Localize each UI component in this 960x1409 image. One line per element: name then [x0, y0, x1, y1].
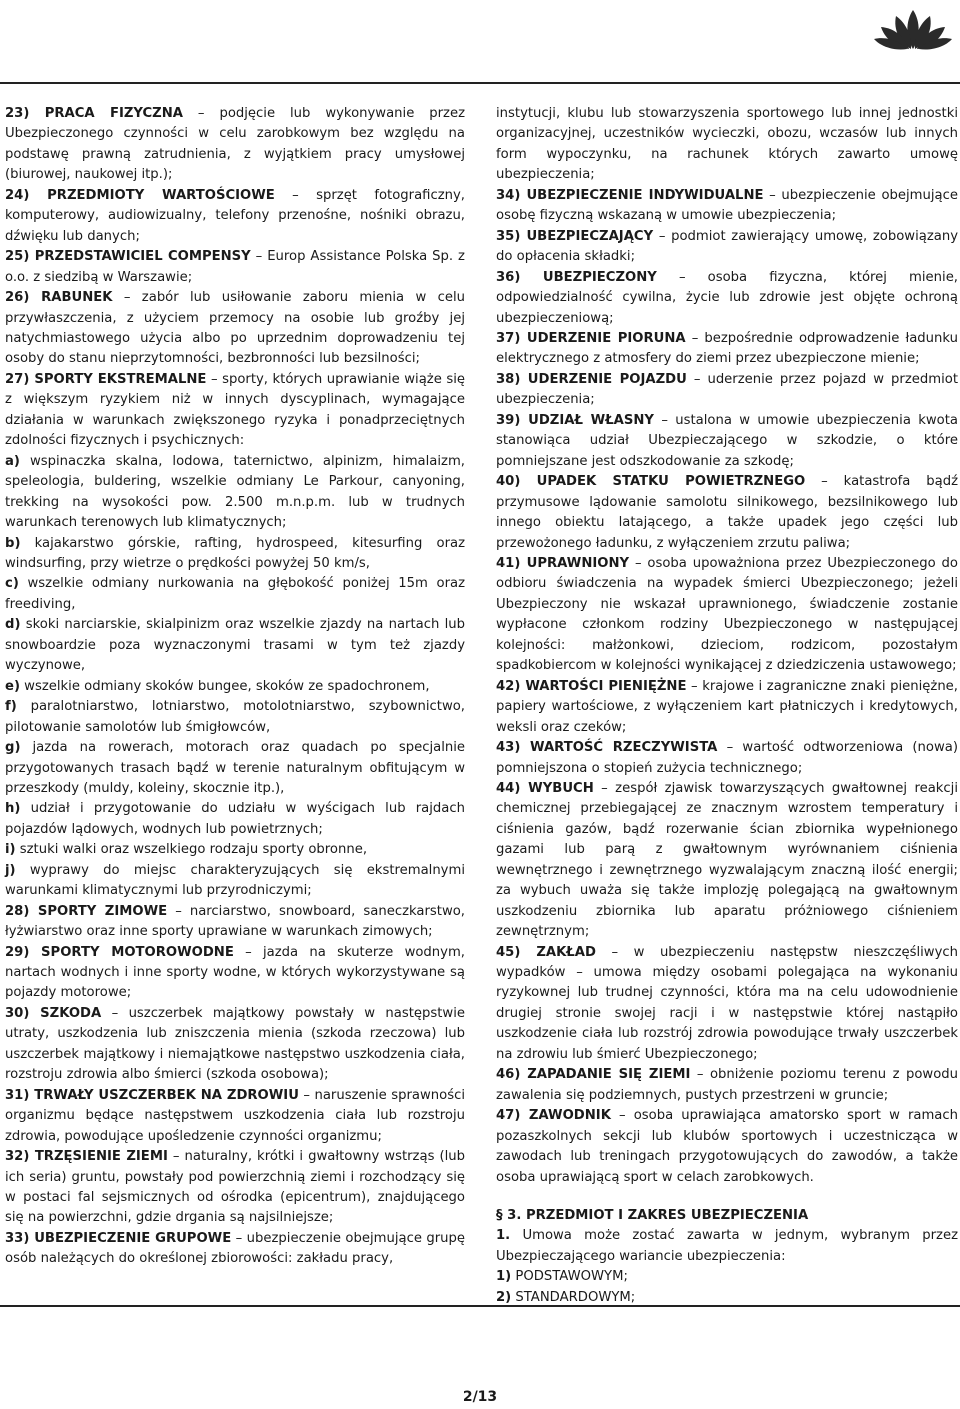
definition-text: – sprzęt fotograficzny, komputerowy, audiowizualny, telefony przenośne, nośniki obrazu, dźwięku lub danych;	[5, 187, 465, 244]
definition-term: 1)	[496, 1269, 512, 1285]
definition-term: 38) UDERZENIE POJAZDU	[496, 371, 687, 387]
definition-paragraph	[5, 288, 465, 370]
definition-paragraph	[496, 738, 958, 779]
definition-paragraph	[5, 738, 465, 799]
definition-term: g)	[5, 740, 21, 756]
definition-text: – osoba uprawiająca amatorsko sport w ramach pozaszkolnych sekcji lub klubów sportowych i uczestnicząca w zawodach lub treningach przygotowujących do zawodów, a także osoba uprawiającą sport w celach zarobkowych.	[496, 1108, 958, 1185]
top-rule	[0, 82, 960, 84]
definition-text: – ustalona w umowie ubezpieczenia kwota stanowiąca udział Ubezpieczającego w szkodzie, o które pomniejszane jest odszkodowanie za szkodę;	[496, 412, 958, 469]
definition-paragraph	[496, 370, 958, 411]
definition-text: – sporty, których uprawianie wiąże się z większym ryzykiem niż w innych dyscyplinach, wymagające działania w warunkach zwiększonego ryzyka i ponadprzeciętnych zdolności fizycznych i psychicznych:	[5, 371, 465, 449]
definition-term: 44) WYBUCH	[496, 780, 594, 796]
definition-text: – wartość odtworzeniowa (nowa) pomniejszona o stopień zużycia technicznego;	[496, 740, 958, 776]
definition-paragraph	[5, 1229, 465, 1270]
definition-text: – bezpośrednie odprowadzenie ładunku elektrycznego z atmosfery do ziemi przez ubezpieczone mienie;	[496, 330, 958, 367]
definition-text: wyprawy do miejsc charakteryzujących się ekstremalnymi warunkami klimatycznymi lub przyrodniczymi;	[5, 862, 465, 899]
right-column	[496, 104, 958, 1308]
definition-paragraph	[496, 329, 958, 370]
definition-paragraph	[5, 1086, 465, 1147]
definition-term: 30) SZKODA	[5, 1005, 102, 1021]
definition-paragraph	[496, 1267, 958, 1287]
definition-term: b)	[5, 535, 21, 551]
definition-text: instytucji, klubu lub stowarzyszenia sportowego lub innej jednostki organizacyjnej, uczestników wycieczki, obozu, wczasów lub innych form wypoczynku, na rachunek których zawarto umowę ubezpieczenia;	[496, 106, 958, 183]
page-number: 2/13	[462, 1389, 498, 1405]
definition-paragraph	[5, 1004, 465, 1086]
definition-paragraph	[5, 370, 465, 452]
definition-paragraph	[5, 799, 465, 840]
definition-paragraph	[496, 554, 958, 677]
definition-text: – ubezpieczenie obejmujące grupę osób należących do określonej zbiorowości: zakładu pracy,	[5, 1230, 465, 1267]
definition-term: 36) UBEZPIECZONY	[496, 269, 657, 285]
definition-text: – obniżenie poziomu terenu z powodu zawalenia się podziemnych, pustych przestrzeni w gruncie;	[496, 1067, 958, 1103]
left-column	[5, 104, 465, 1270]
definition-paragraph	[5, 840, 465, 860]
definition-paragraph	[5, 861, 465, 902]
bottom-rule	[0, 1305, 960, 1307]
definition-term: 47) ZAWODNIK	[496, 1108, 611, 1124]
flower-logo-icon	[874, 2, 952, 50]
definition-term: 35) UBEZPIECZAJĄCY	[496, 228, 654, 244]
definition-term: 42) WARTOŚCI PIENIĘŻNE	[496, 678, 687, 694]
definition-text: – osoba fizyczna, której mienie, odpowiedzialność cywilna, życie lub zdrowie jest objęte ochroną ubezpieczeniową;	[496, 269, 958, 326]
definition-text: udział i przygotowanie do udziału w wyścigach lub rajdach pojazdów lądowych, wodnych lub powietrznych;	[5, 801, 465, 837]
definition-paragraph	[496, 1065, 958, 1106]
definition-text: – zabór lub usiłowanie zaboru mienia w celu przywłaszczenia, z użyciem przemocy na osobie lub groźby jej natychmiastowego użycia albo po uprzednim doprowadzeniu tej osoby do stanu nieprzytomności, bezbronności lub bezsilności;	[5, 290, 465, 367]
definition-text: sztuki walki oraz wszelkiego rodzaju sporty obronne,	[15, 842, 368, 858]
definition-term: 23) PRACA FIZYCZNA	[5, 106, 183, 121]
definition-paragraph	[496, 943, 958, 1066]
definition-text: – Europ Assistance Polska Sp. z o.o. z siedzibą w Warszawie;	[5, 249, 465, 285]
definition-term: 40) UPADEK STATKU POWIETRZNEGO	[496, 474, 806, 490]
definition-paragraph	[5, 534, 465, 575]
definition-text: – naturalny, krótki i gwałtowny wstrząs (lub ich seria) gruntu, powstały pod powierzchnią ziemi i rozchodzący się w postaci fal sejsmicznych od ośrodka (epicentrum), znajdującego się na powierzchni, gdzie drgania są najsilniejsze;	[5, 1149, 466, 1226]
definition-paragraph	[496, 1226, 958, 1267]
definition-term: 39) UDZIAŁ WŁASNY	[496, 412, 654, 428]
definition-paragraph	[5, 574, 465, 615]
section-heading: § 3. PRZEDMIOT I ZAKRES UBEZPIECZENIA	[496, 1208, 809, 1224]
definition-paragraph	[496, 268, 958, 329]
definition-term: 33) UBEZPIECZENIE GRUPOWE	[5, 1230, 232, 1246]
definition-term: 27) SPORTY EKSTREMALNE	[5, 371, 207, 387]
definition-text: paralotniarstwo, lotniarstwo, motolotniarstwo, szybownictwo, pilotowanie samolotów lub śmigłowców,	[5, 699, 465, 735]
definition-text: kajakarstwo górskie, rafting, hydrospeed, kitesurfing oraz windsurfing, przy wietrze o prędkości powyżej 50 km/s,	[5, 535, 465, 571]
definition-term: j)	[5, 862, 16, 878]
definition-term: 37) UDERZENIE PIORUNA	[496, 330, 686, 346]
definition-paragraph	[496, 779, 958, 943]
definition-text: – uderzenie przez pojazd w przedmiot ubezpieczenia;	[496, 371, 958, 408]
definition-term: e)	[5, 678, 20, 694]
definition-term: 28) SPORTY ZIMOWE	[5, 903, 168, 919]
definition-paragraph	[496, 186, 958, 227]
definition-text: – ubezpieczenie obejmujące osobę fizyczną wskazaną w umowie ubezpieczenia;	[496, 187, 958, 224]
definition-paragraph	[5, 677, 465, 697]
definition-text: – w ubezpieczeniu następstw nieszczęśliwych wypadków – umowa między osobami polegająca na wykonaniu ryzykownej lub trudnej czynności, która ma na celu udowodnienie drugiej stronie swojej racji i w następstwie której nastąpiło uszkodzenie ciała lub rozstrój zdrowia powodujące trwały uszczerbek na zdrowiu lub śmierć Ubezpieczonego;	[496, 944, 959, 1062]
definition-paragraph	[496, 677, 958, 738]
definition-term: 29) SPORTY MOTOROWODNE	[5, 944, 234, 960]
definition-text: wszelkie odmiany nurkowania na głębokość poniżej 15m oraz freediving,	[5, 576, 465, 612]
definition-term: f)	[5, 699, 17, 715]
definition-term: d)	[5, 617, 21, 633]
definition-paragraph	[496, 472, 958, 554]
definition-term: 2)	[496, 1289, 512, 1305]
definition-text: – krajowe i zagraniczne znaki pieniężne, papiery wartościowe, z wyłączeniem kart płatniczych i kredytowych, weksli oraz czeków;	[496, 678, 958, 735]
definition-text: jazda na rowerach, motorach oraz quadach po specjalnie przygotowanych trasach bądź w terenie naturalnym obfitującym w przeszkody (muldy, koleiny, skocznie itp.),	[5, 740, 465, 796]
definition-term: 26) RABUNEK	[5, 290, 113, 306]
definition-paragraph	[5, 943, 465, 1004]
definition-term: 45) ZAKŁAD	[496, 944, 596, 960]
definition-text: STANDARDOWYM;	[511, 1289, 636, 1305]
definition-text: – narciarstwo, snowboard, saneczkarstwo, łyżwiarstwo oraz inne sporty uprawiane w warunkach zimowych;	[5, 903, 465, 940]
definition-text: – podjęcie lub wykonywanie przez Ubezpieczonego czynności w celu zarobkowym bez względu na podstawę prawną zatrudnienia, z wyjątkiem pracy umysłowej (biurowej, naukowej itp.);	[5, 106, 465, 183]
definition-term: 25) PRZEDSTAWICIEL COMPENSY	[5, 249, 251, 265]
definition-text: wspinaczka skalna, lodowa, taternictwo, alpinizm, himalaizm, speleologia, buldering, wszelkie odmiany Le Parkour, canyoning, trekking na wysokości pow. 2.500 m.n.p.m. lub w trudnych warunkach terenowych lub klimatycznych;	[5, 453, 465, 531]
definition-paragraph	[5, 452, 465, 534]
definition-term: 32) TRZĘSIENIE ZIEMI	[5, 1149, 168, 1165]
definition-term: 31) TRWAŁY USZCZERBEK NA ZDROWIU	[5, 1087, 299, 1103]
definition-text: Umowa może zostać zawarta w jednym, wybranym przez Ubezpieczającego wariancie ubezpieczenia:	[496, 1228, 958, 1264]
definition-text: skoki narciarskie, skialpinizm oraz wszelkie zjazdy na nartach lub snowboardzie poza wyznaczonymi trasami w tym też zjazdy wyczynowe,	[5, 617, 465, 674]
definition-term: 43) WARTOŚĆ RZECZYWISTA	[496, 740, 718, 756]
definition-text: – osoba upoważniona przez Ubezpieczonego do odbioru świadczenia na wypadek śmierci Ubezpieczonego; jeżeli Ubezpieczony nie wskazał uprawnionego, świadczenie zostanie wypłacone członkom rodziny Ubezpieczonego w następującej kolejności: małżonkowi, dzieciom, rodzicom, pozostałym spadkobiercom w kolejności wynikającej z dziedziczenia ustawowego;	[496, 555, 958, 674]
definition-text: wszelkie odmiany skoków bungee, skoków ze spadochronem,	[19, 678, 430, 694]
definition-term: 34) UBEZPIECZENIE INDYWIDUALNE	[496, 187, 764, 203]
definition-term: i)	[5, 842, 16, 858]
definition-text: – zespół zjawisk towarzyszących gwałtownej reakcji chemicznej przebiegającej ze znacznym wzrostem temperatury i ciśnienia gazów, bądź rozerwanie ścian zbiornika wypełnionego gazami lub parą z gwałtownym wyrównaniem ciśnienia wewnętrznego i zewnętrznego wyzwalającym znaczną ilość energii; za wybuch uważa się także implozję polegającą na gwałtownym uszkodzeniu zbiornika lub aparatu próżniowego ciśnieniem zewnętrznym;	[496, 780, 958, 940]
definition-paragraph	[496, 411, 958, 472]
definition-paragraph	[496, 1106, 958, 1188]
definition-paragraph	[5, 1147, 465, 1229]
definition-paragraph	[5, 186, 465, 247]
definition-term: c)	[5, 576, 19, 592]
definition-paragraph	[5, 615, 465, 676]
definition-term: h)	[5, 801, 21, 817]
definition-paragraph	[5, 902, 465, 943]
definition-paragraph	[5, 247, 465, 288]
definition-term: 41) UPRAWNIONY	[496, 555, 630, 571]
definition-paragraph	[5, 697, 465, 738]
definition-text: PODSTAWOWYM;	[511, 1269, 628, 1285]
definition-text: – naruszenie sprawności organizmu będące następstwem uszkodzenia ciała lub rozstroju zdrowia, powodujące upośledzenie czynności organizmu;	[5, 1087, 465, 1144]
definition-term: a)	[5, 453, 20, 469]
definition-text: – katastrofa bądź przymusowe lądowanie samolotu silnikowego, bezsilnikowego lub innego obiektu latającego, a także upadek jego części lub przewożonego ładunku, z wyłączeniem zrzutu paliwa;	[496, 474, 959, 551]
definition-text: – jazda na skuterze wodnym, nartach wodnych i inne sporty wodne, w których wykorzystywane są pojazdy motorowe;	[5, 944, 465, 1001]
definition-paragraph	[496, 227, 958, 268]
definition-paragraph	[496, 104, 958, 186]
definition-text: – uszczerbek majątkowy powstały w następstwie utraty, uszkodzenia lub zniszczenia mienia (szkoda rzeczowa) lub uszczerbek majątkowy i niemajątkowe następstwo uszkodzenia ciała, rozstroju zdrowia albo śmierci (szkoda osobowa);	[5, 1005, 465, 1083]
definition-paragraph	[5, 104, 465, 186]
definition-term: 46) ZAPADANIE SIĘ ZIEMI	[496, 1067, 691, 1083]
definition-text: – podmiot zawierający umowę, zobowiązany do opłacenia składki;	[496, 228, 958, 265]
definition-term: 1.	[496, 1228, 511, 1244]
definition-term: 24) PRZEDMIOTY WARTOŚCIOWE	[5, 187, 275, 203]
